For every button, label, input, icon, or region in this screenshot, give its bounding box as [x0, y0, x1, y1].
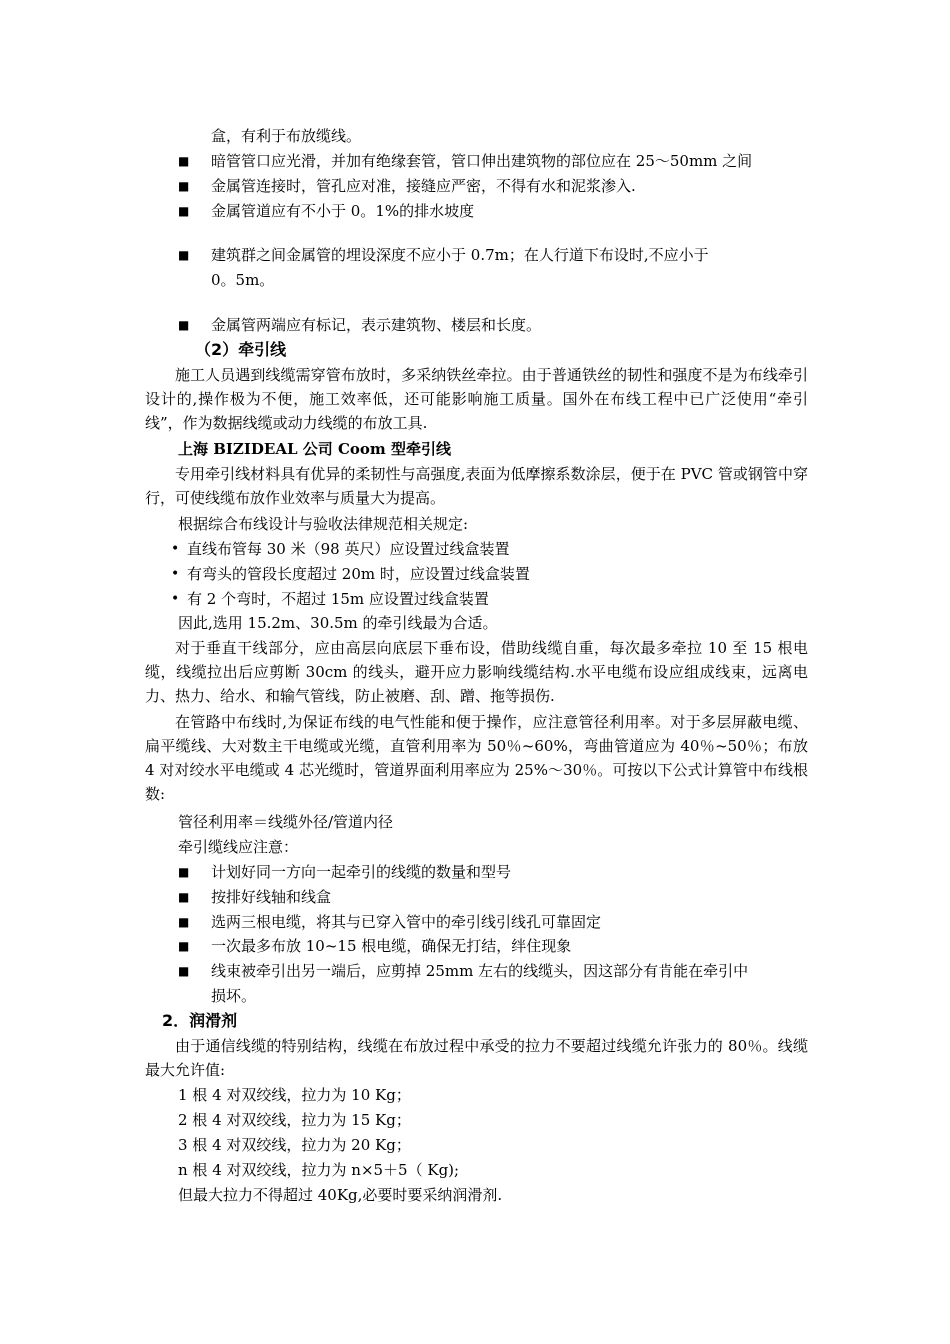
dot-list-item: 有弯头的管段长度超过 20m 时，应设置过线盒装置	[187, 565, 530, 583]
section-heading-lubricant: 2．润滑剂	[162, 1011, 238, 1030]
tension-line: n 根 4 对双绞线，拉力为 n×5＋5（ Kg);	[178, 1161, 460, 1179]
paragraph: 牵引缆线应注意：	[178, 838, 299, 856]
bullet-square-icon: ■	[178, 248, 190, 262]
sub-heading: 上海 BIZIDEAL 公司 Coom 型牵引线	[178, 440, 451, 458]
bullet-square-icon: ■	[178, 890, 190, 904]
tension-line: 但最大拉力不得超过 40Kg,必要时要采纳润滑剂.	[178, 1186, 503, 1204]
paragraph: 在管路中布线时,为保证布线的电气性能和便于操作，应注意管径利用率。对于多层屏蔽电缆、扁平缆线、大对数主干电缆或光缆，直管利用率为 50％~60%，弯曲管道应为 40％~50％；布放 4 对对绞水平电缆或 4 芯光缆时，管道界面利用率应为 25%～30％。可按以下公式计算管中布线根数:	[145, 713, 808, 803]
bullet-square-icon: ■	[178, 915, 190, 929]
paragraph: 根据综合布线设计与验收法律规范相关规定:	[178, 515, 469, 533]
bullet-square-icon: ■	[178, 318, 190, 332]
note-item: 一次最多布放 10~15 根电缆，确保无打结，绊住现象	[211, 937, 572, 955]
bullet-item-continuation: 0。5m。	[211, 271, 275, 289]
bullet-item: 暗管管口应光滑，并加有绝缘套管，管口伸出建筑物的部位应在 25～50mm 之间	[211, 152, 753, 170]
dot-bullet-icon: •	[171, 591, 180, 607]
bullet-continuation: 盒，有利于布放缆线。	[211, 127, 362, 145]
bullet-square-icon: ■	[178, 179, 190, 193]
paragraph: 由于通信线缆的特别结构，线缆在布放过程中承受的拉力不要超过线缆允许张力的 80％。线缆最大允许值:	[145, 1037, 808, 1079]
paragraph: 因此,选用 15.2m、30.5m 的牵引线最为合适。	[178, 614, 498, 632]
note-item-continuation: 损坏。	[211, 987, 257, 1005]
dot-bullet-icon: •	[171, 566, 180, 582]
tension-line: 1 根 4 对双绞线，拉力为 10 Kg；	[178, 1086, 411, 1104]
bullet-item: 建筑群之间金属管的埋设深度不应小于 0.7m；在人行道下布设时,不应小于	[211, 246, 709, 264]
note-item: 选两三根电缆，将其与已穿入管中的牵引线引线孔可靠固定	[211, 913, 602, 931]
bullet-item: 金属管两端应有标记，表示建筑物、楼层和长度。	[211, 316, 542, 334]
bullet-square-icon: ■	[178, 865, 190, 879]
note-item: 线束被牵引出另一端后，应剪掉 25mm 左右的线缆头，因这部分有肯能在牵引中	[211, 962, 749, 980]
dot-list-item: 有 2 个弯时，不超过 15m 应设置过线盒装置	[187, 590, 489, 608]
paragraph: 对于垂直干线部分，应由高层向底层下垂布设，借助线缆自重，每次最多牵拉 10 至 15 根电缆，线缆拉出后应剪断 30cm 的线头，避开应力影响线缆结构.水平电缆布设应组成线束，远离电力、热力、给水、和输气管线，防止被磨、刮、蹭、拖等损伤.	[145, 639, 808, 705]
note-item: 计划好同一方向一起牵引的线缆的数量和型号	[211, 863, 512, 881]
tension-line: 2 根 4 对双绞线，拉力为 15 Kg；	[178, 1111, 411, 1129]
dot-list-item: 直线布管每 30 米（98 英尺）应设置过线盒装置	[187, 540, 510, 558]
bullet-square-icon: ■	[178, 204, 190, 218]
bullet-square-icon: ■	[178, 939, 190, 953]
paragraph: 专用牵引线材料具有优异的柔韧性与高强度,表面为低摩擦系数涂层，便于在 PVC 管或钢管中穿行，可使线缆布放作业效率与质量大为提高。	[145, 465, 808, 507]
tension-line: 3 根 4 对双绞线，拉力为 20 Kg；	[178, 1136, 411, 1154]
bullet-item: 金属管连接时，管孔应对准，接缝应严密，不得有水和泥浆渗入.	[211, 177, 636, 195]
dot-bullet-icon: •	[171, 541, 180, 557]
paragraph: 施工人员遇到线缆需穿管布放时，多采纳铁丝牵拉。由于普通铁丝的韧性和强度不是为布线牵引设计的,操作极为不便，施工效率低，还可能影响施工质量。国外在布线工程中已广泛使用“牵引线”，作为数据线缆或动力线缆的布放工具.	[145, 366, 808, 432]
bullet-square-icon: ■	[178, 154, 190, 168]
bullet-item: 金属管道应有不小于 0。1%的排水坡度	[211, 202, 475, 220]
formula-line: 管径利用率＝线缆外径/管道内径	[178, 813, 394, 831]
bullet-square-icon: ■	[178, 964, 190, 978]
note-item: 按排好线轴和线盒	[211, 888, 332, 906]
section-heading-traction-line: （2）牵引线	[195, 340, 287, 359]
